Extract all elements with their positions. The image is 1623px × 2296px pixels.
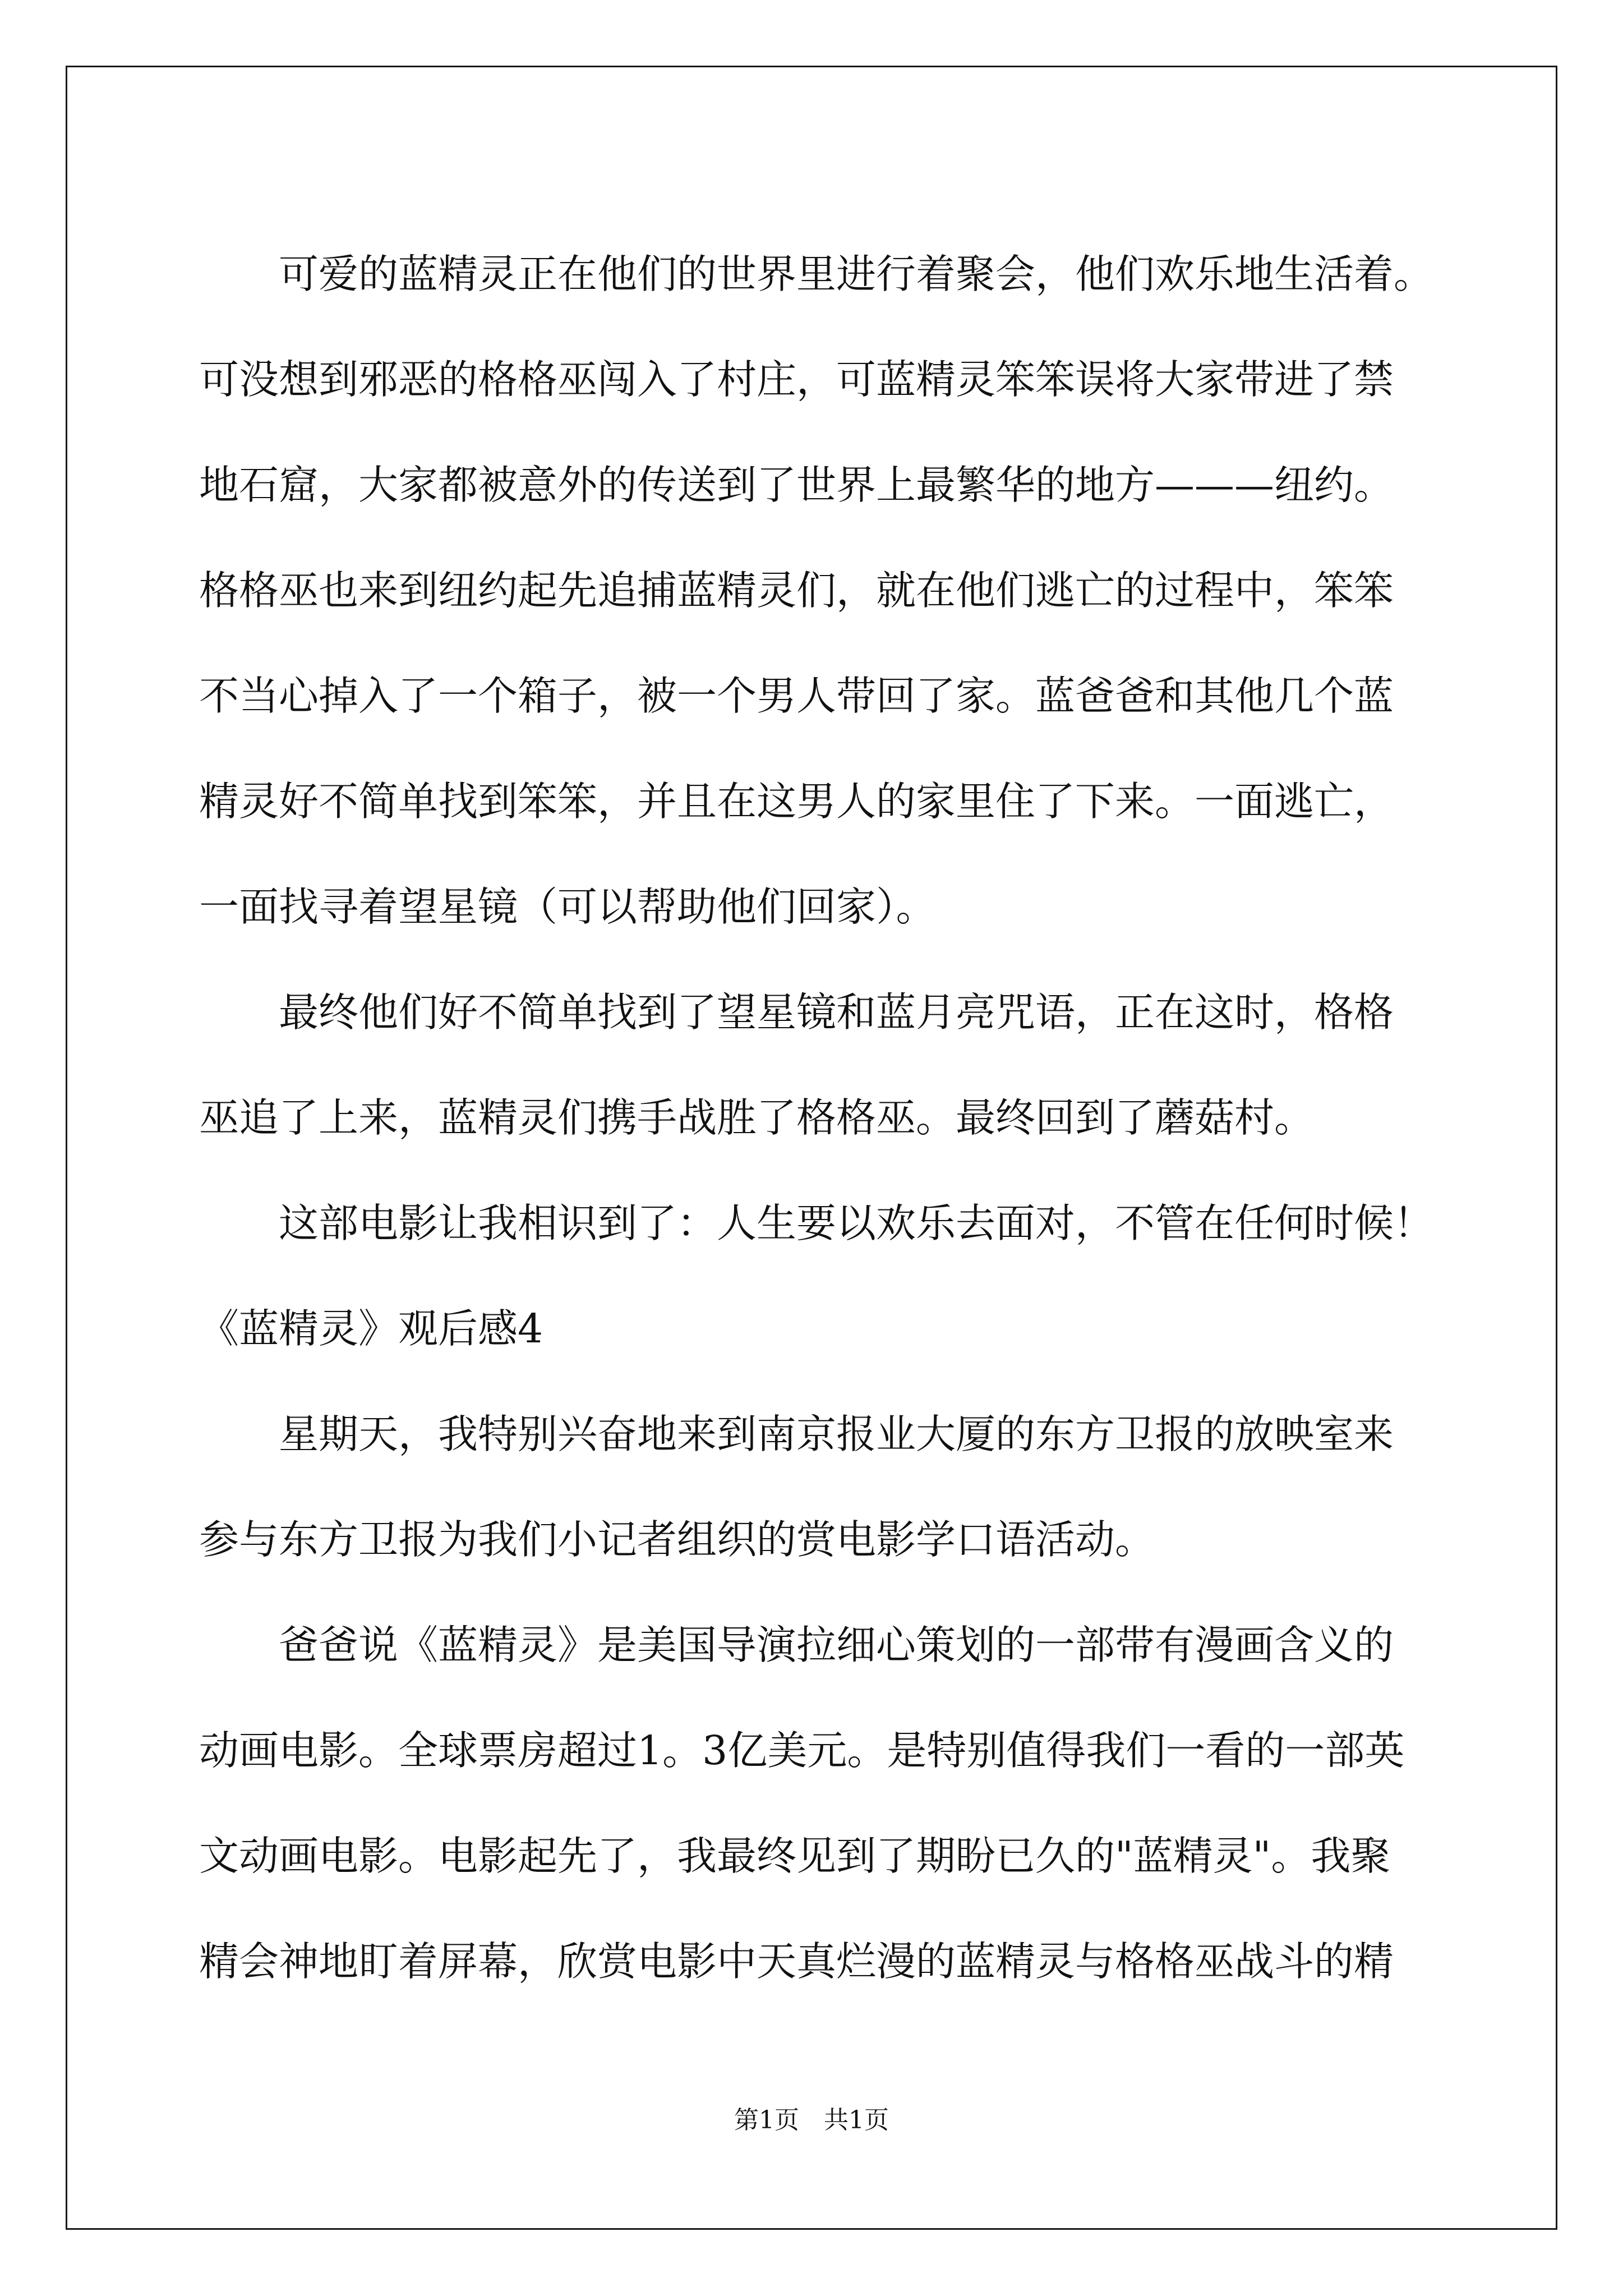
text-line: 爸爸说《蓝精灵》是美国导演拉细心策划的一部带有漫画含义的 bbox=[279, 1622, 1394, 1668]
text-line: 参与东方卫报为我们小记者组织的赏电影学口语活动。 bbox=[199, 1516, 1155, 1563]
text-line: 文动画电影。电影起先了，我最终见到了期盼已久的"蓝精灵"。我聚 bbox=[199, 1833, 1391, 1879]
text-line: 可爱的蓝精灵正在他们的世界里进行着聚会，他们欢乐地生活着。 bbox=[279, 251, 1434, 297]
section-heading: 《蓝精灵》观后感4 bbox=[199, 1305, 543, 1352]
text-line: 最终他们好不简单找到了望星镜和蓝月亮咒语，正在这时，格格 bbox=[279, 989, 1394, 1036]
document-body bbox=[199, 222, 1472, 2014]
text-line: 这部电影让我相识到了：人生要以欢乐去面对，不管在任何时候！ bbox=[279, 1200, 1434, 1246]
text-line: 不当心掉入了一个箱子，被一个男人带回了家。蓝爸爸和其他几个蓝 bbox=[199, 673, 1394, 719]
text-line: 精会神地盯着屏幕，欣赏电影中天真烂漫的蓝精灵与格格巫战斗的精 bbox=[199, 1938, 1394, 1985]
text-line: 巫追了上来，蓝精灵们携手战胜了格格巫。最终回到了蘑菇村。 bbox=[199, 1094, 1315, 1141]
text-line: 格格巫也来到纽约起先追捕蓝精灵们，就在他们逃亡的过程中，笨笨 bbox=[199, 567, 1394, 614]
text-line: 可没想到邪恶的格格巫闯入了村庄，可蓝精灵笨笨误将大家带进了禁 bbox=[199, 356, 1394, 403]
page-footer: 第1页 共1页 bbox=[734, 2106, 889, 2134]
text-line: 精灵好不简单找到笨笨，并且在这男人的家里住了下来。一面逃亡， bbox=[199, 778, 1394, 825]
text-line: 星期天，我特别兴奋地来到南京报业大厦的东方卫报的放映室来 bbox=[279, 1411, 1394, 1457]
text-line: 一面找寻着望星镜（可以帮助他们回家）。 bbox=[199, 884, 936, 930]
text-line: 地石窟，大家都被意外的传送到了世界上最繁华的地方———纽约。 bbox=[199, 462, 1394, 508]
text-line: 动画电影。全球票房超过1。3亿美元。是特别值得我们一看的一部英 bbox=[199, 1727, 1405, 1774]
